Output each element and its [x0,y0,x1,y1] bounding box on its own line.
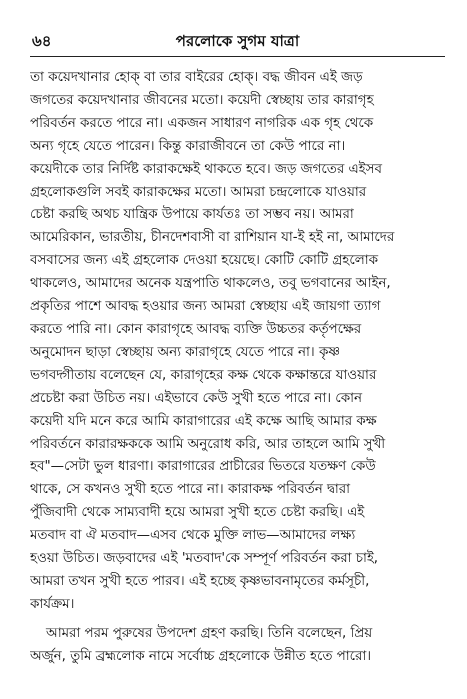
running-title: পরলোকে সুগম যাত্রা [175,32,300,50]
text-line: গ্রহলোকগুলি সবই কারাকক্ষের মতো। আমরা চন্দ্রলোকে যাওয়ার [30,184,367,200]
text-line: থাকলেও, আমাদের অনেক যন্ত্রপাতি থাকলেও, তবু ভগবানের আইন, [30,276,391,292]
text-line: পুঁজিবাদী থেকে সাম্যবাদী হয়ে আমরা সুখী হতে চেষ্টা করছি। এই [30,505,365,521]
text-line: কয়েদী যদি মনে করে আমি কারাগারের এই কক্ষে আছি আমার কক্ষ [30,413,377,429]
text-line: প্রকৃতির পাশে আবদ্ধ হওয়ার জন্য আমরা স্বেচ্ছায় এই জায়গা ত্যাগ [30,299,381,315]
text-line: বসবাসের জন্য এই গ্রহলোক দেওয়া হয়েছে। কোটি কোটি গ্রহলোক [30,253,378,269]
text-line: আমরা তখন সুখী হতে পারব। এই হচ্ছে কৃষ্ণভাবনামৃতের কর্মসূচী, [30,573,370,589]
text-line: কয়েদীকে তার নির্দিষ্ট কারাকক্ষেই থাকতে হবে। জড় জগতের এইসব [30,161,382,177]
text-line: আমরা পরম পুরুষের উপদেশ গ্রহণ করছি। তিনি বলেছেন, প্রিয় [46,625,373,641]
text-line: ভগবদ্গীতায় বলেছেন যে, কারাগৃহের কক্ষ থেকে কক্ষান্তরে যাওয়ার [30,367,377,383]
text-line: জগতের কয়েদখানার জীবনের মতো। কয়েদী স্বেচ্ছায় তার কারাগৃহ [30,92,374,108]
text-line: হব"—সেটা ভুল ধারণা। কারাগারের প্রাচীরের ভিতরে যতক্ষণ কেউ [30,459,376,475]
text-line: পরিবর্তনে কারারক্ষককে আমি অনুরোধ করি, আর তাহলে আমি সুখী [30,436,386,452]
text-line: থাকে, সে কখনও সুখী হতে পারে না। কারাকক্ষ পরিবর্তন দ্বারা [30,482,351,498]
text-line: হওয়া উচিত। জড়বাদের এই 'মতবাদ'কে সম্পূর্ণ পরিবর্তন করা চাই, [30,551,379,567]
text-line: পরিবর্তন করতে পারে না। একজন সাধারণ নাগরিক এক গৃহ থেকে [30,115,374,131]
text-line: অর্জুন, তুমি ব্রহ্মলোক নামে সর্বোচ্চ গ্রহলোকে উন্নীত হতে পারো। [30,648,372,664]
text-line: অনুমোদন ছাড়া স্বেচ্ছায় অন্য কারাগৃহে যেতে পারে না। কৃষ্ণ [30,344,340,360]
text-line: চেষ্টা করছি অথচ যান্ত্রিক উপায়ে কার্যতঃ তা সম্ভব নয়। আমরা [30,207,354,223]
text-line: মতবাদ বা ঐ মতবাদ—এসব থেকে মুক্তি লাভ—আমাদের লক্ষ্য [30,528,356,544]
text-line: অন্য গৃহে যেতে পারেন। কিন্তু কারাজীবনে তা কেউ পারে না। [30,138,346,154]
paragraph-2 [30,623,445,669]
text-line: প্রচেষ্টা করা উচিত নয়। এইভাবে কেউ সুখী হতে পারে না। কোন [30,390,362,406]
text-line: কার্যক্রম। [30,596,75,612]
paragraph-1 [30,67,445,617]
text-line: আমেরিকান, ভারতীয়, চীনদেশবাসী বা রাশিয়ান যা-ই হই না, আমাদের [30,230,395,246]
page-number: ৬৪ [32,32,52,50]
text-line: তা কয়েদখানার হোক্‌ বা তার বাইরের হোক্‌। বদ্ধ জীবন এই জড় [30,70,363,85]
page-header [30,30,445,57]
text-line: করতে পারি না। কোন কারাগৃহে আবদ্ধ ব্যক্তি উচ্চতর কর্তৃপক্ষের [30,321,362,337]
